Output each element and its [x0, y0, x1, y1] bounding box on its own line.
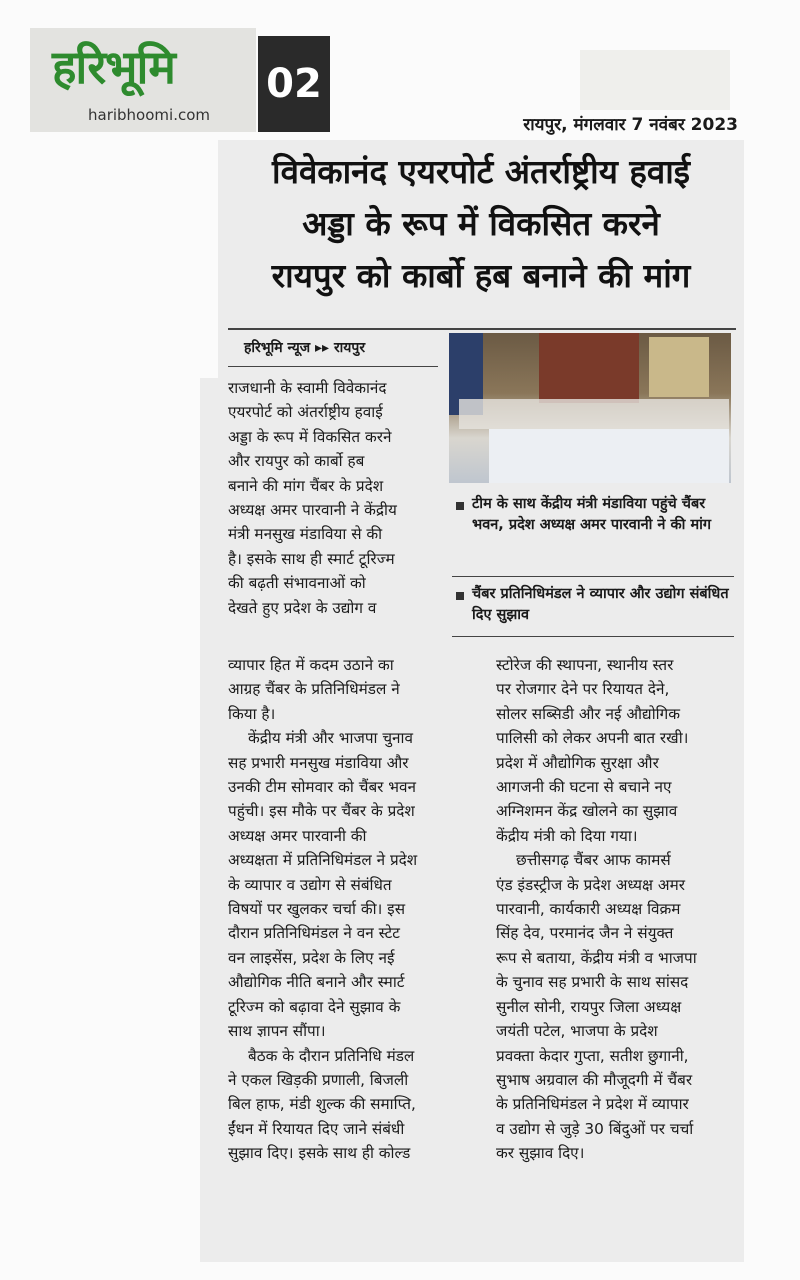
headline-line: अड्डा के रूप में विकसित करने — [302, 204, 660, 243]
text-line: देखते हुए प्रदेश के उद्योग व — [228, 598, 377, 617]
text-line: ईंधन में रियायत दिए जाने संबंधी — [228, 1119, 405, 1138]
masthead — [30, 28, 256, 132]
text-line: ने एकल खिड़की प्रणाली, बिजली — [228, 1070, 409, 1089]
text-line: प्रदेश में औद्योगिक सुरक्षा और — [496, 753, 659, 772]
text-line: दौरान प्रतिनिधिमंडल ने वन स्टेट — [228, 924, 401, 943]
text-line: सुभाष अग्रवाल की मौजूदगी में चैंबर — [496, 1070, 693, 1089]
text-line: अध्यक्षता में प्रतिनिधिमंडल ने प्रदेश — [228, 851, 418, 870]
headline — [222, 146, 740, 302]
text-line: साथ ज्ञापन सौंपा। — [228, 1022, 326, 1041]
divider — [228, 328, 736, 330]
text-line: टूरिज्म को बढ़ावा देने सुझाव के — [228, 997, 401, 1016]
subhead: चैंबर प्रतिनिधिमंडल ने व्यापार और उद्योग संबंधित दिए सुझाव — [472, 586, 729, 623]
text-line: पारवानी, कार्यकारी अध्यक्ष विक्रम — [496, 900, 681, 919]
text-line: बैठक के दौरान प्रतिनिधि मंडल — [248, 1046, 415, 1065]
text-line: सुझाव दिए। इसके साथ ही कोल्ड — [228, 1144, 411, 1163]
newspaper-logo: हरिभूमि — [52, 40, 175, 94]
text-line: किया है। — [228, 704, 276, 723]
article-body-right — [496, 653, 736, 1166]
photo-caption: टीम के साथ केंद्रीय मंत्री मंडाविया पहुंचे चैंबर भवन, प्रदेश अध्यक्ष अमर पारवानी ने की मांग — [472, 496, 712, 533]
text-line: राजधानी के स्वामी विवेकानंद — [228, 379, 387, 397]
page-number: 02 — [258, 36, 330, 132]
text-line: उनकी टीम सोमवार को चैंबर भवन — [228, 778, 417, 797]
text-line: एंड इंडस्ट्रीज के प्रदेश अध्यक्ष अमर — [496, 875, 685, 894]
text-line: के व्यापार व उद्योग से संबंधित — [228, 875, 392, 894]
text-line: पालिसी को लेकर अपनी बात रखी। — [496, 729, 689, 748]
text-line: और रायपुर को कार्बो हब — [228, 452, 365, 471]
text-line: आगजनी की घटना से बचाने नए — [496, 778, 672, 797]
text-line: कर सुझाव दिए। — [496, 1144, 585, 1163]
text-line: व्यापार हित में कदम उठाने का — [228, 656, 394, 674]
article-body-top — [228, 376, 442, 620]
text-line: सोलर सब्सिडी और नई औद्योगिक — [496, 704, 680, 723]
text-line: सुनील सोनी, रायपुर जिला अध्यक्ष — [496, 997, 682, 1016]
text-line: के चुनाव सह प्रभारी के साथ सांसद — [496, 973, 689, 992]
divider — [228, 366, 438, 367]
text-line: आग्रह चैंबर के प्रतिनिधिमंडल ने — [228, 680, 400, 699]
divider — [452, 576, 734, 577]
text-line: अध्यक्ष अमर पारवानी ने केंद्रीय — [228, 501, 397, 520]
text-line: अग्निशमन केंद्र खोलने का सुझाव — [496, 802, 678, 821]
text-line: अड्डा के रूप में विकसित करने — [228, 427, 392, 446]
text-line: पहुंची। इस मौके पर चैंबर के प्रदेश — [228, 802, 415, 821]
headline-line: विवेकानंद एयरपोर्ट अंतर्राष्ट्रीय हवाई — [272, 152, 690, 191]
text-line: वन लाइसेंस, प्रदेश के लिए नई — [228, 948, 395, 967]
text-line: एयरपोर्ट को अंतर्राष्ट्रीय हवाई — [228, 403, 383, 422]
caption-bullet — [456, 502, 464, 510]
news-photo — [449, 333, 731, 483]
headline-line: रायपुर को कार्बो हब बनाने की मांग — [271, 256, 691, 295]
text-line: अध्यक्ष अमर पारवानी की — [228, 826, 367, 845]
text-line: रूप से बताया, केंद्रीय मंत्री व भाजपा — [496, 948, 697, 967]
text-line: प्रवक्ता केदार गुप्ता, सतीश छुगानी, — [496, 1046, 689, 1065]
text-line: के प्रतिनिधिमंडल ने प्रदेश में व्यापार — [496, 1095, 689, 1114]
text-line: की बढ़ती संभावनाओं को — [228, 574, 366, 593]
divider — [452, 636, 734, 637]
text-line: मंत्री मनसुख मंडाविया से की — [228, 525, 383, 544]
text-line: है। इसके साथ ही स्मार्ट टूरिज्म — [228, 549, 395, 568]
text-line: केंद्रीय मंत्री और भाजपा चुनाव — [248, 729, 414, 748]
text-line: औद्योगिक नीति बनाने और स्मार्ट — [228, 973, 405, 992]
text-line: स्टोरेज की स्थापना, स्थानीय स्तर — [496, 656, 674, 674]
text-line: सह प्रभारी मनसुख मंडाविया और — [228, 753, 409, 772]
text-line: सिंह देव, परमानंद जैन ने संयुक्त — [496, 924, 674, 943]
text-line: केंद्रीय मंत्री को दिया गया। — [496, 826, 638, 845]
faded-masthead-bleed — [580, 50, 730, 110]
article-body-left — [228, 653, 476, 1166]
text-line: व उद्योग से जुड़े 30 बिंदुओं पर चर्चा — [496, 1119, 694, 1138]
article-clipping-edge — [200, 378, 230, 1262]
text-line: पर रोजगार देने पर रियायत देने, — [496, 680, 670, 699]
text-line: बिल हाफ, मंडी शुल्क की समाप्ति, — [228, 1095, 416, 1114]
text-line: जयंती पटेल, भाजपा के प्रदेश — [496, 1022, 658, 1041]
text-line: छत्तीसगढ़ चैंबर आफ कामर्स — [516, 851, 671, 870]
text-line: विषयों पर खुलकर चर्चा की। इस — [228, 900, 406, 919]
subhead-bullet — [456, 592, 464, 600]
text-line: बनाने की मांग चैंबर के प्रदेश — [228, 476, 384, 495]
dateline: रायपुर, मंगलवार 7 नवंबर 2023 — [523, 115, 738, 135]
byline: हरिभूमि न्यूज ▸▸ रायपुर — [244, 340, 366, 356]
site-url: haribhoomi.com — [88, 106, 210, 124]
